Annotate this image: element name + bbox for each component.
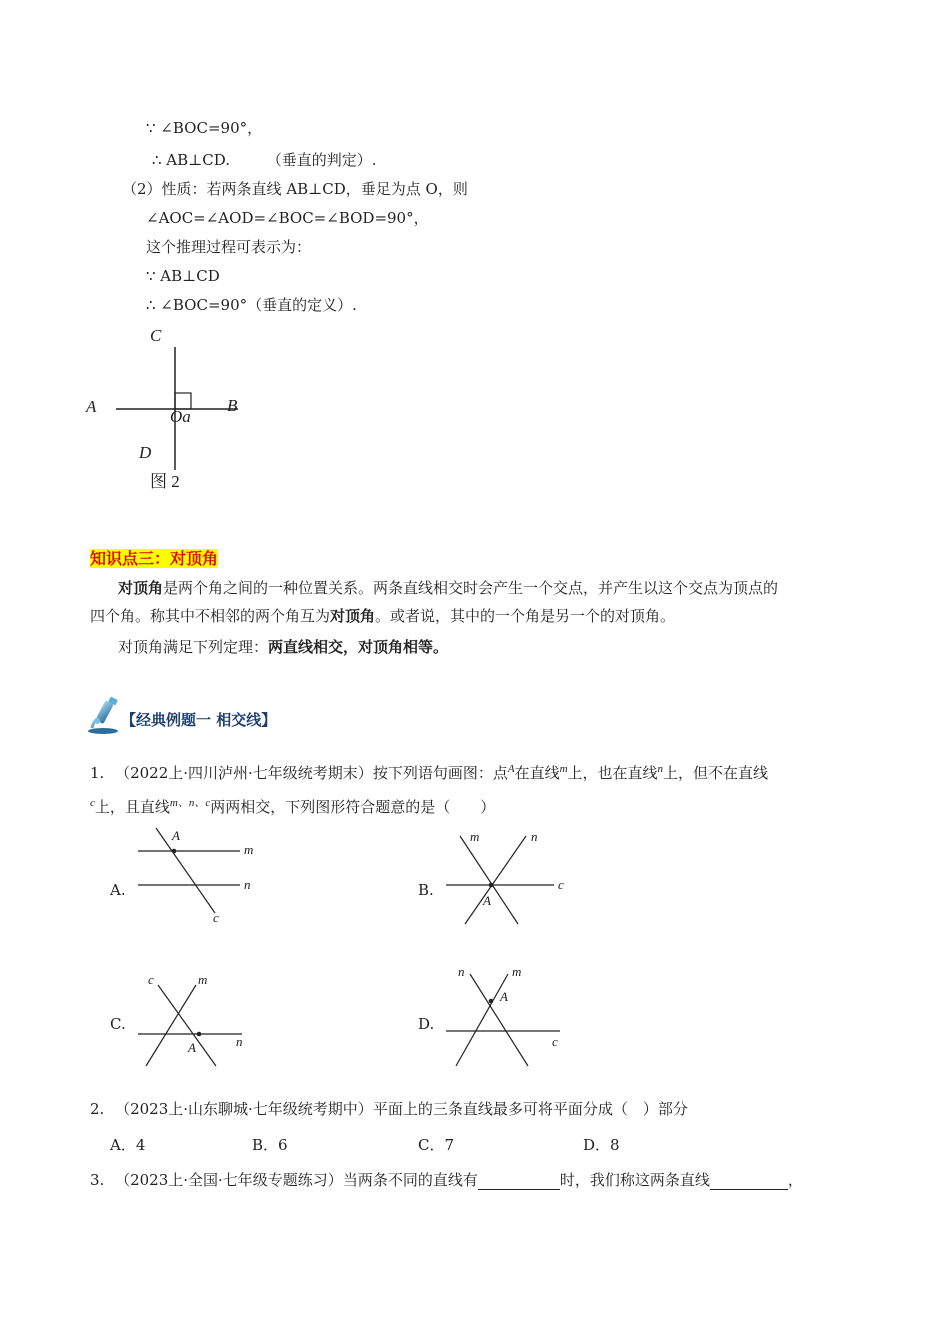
opt-d-line-m — [456, 974, 508, 1066]
q1-text-d: 上，但不在直线 — [663, 764, 769, 782]
q1-text-b: 在直线 — [514, 764, 560, 782]
opt-b-label-a: A — [483, 893, 491, 908]
q1-text-e: 上，且直线 — [94, 798, 170, 816]
q2-num: 2. — [90, 1100, 105, 1118]
opt-d-label-c: c — [552, 1034, 558, 1049]
fig2-label-o: Oa — [170, 407, 191, 426]
proof-line-2-reason: （垂直的判定）. — [266, 151, 377, 169]
q1-text-a: 按下列语句画图：点 — [372, 764, 508, 782]
q3-blank-2[interactable] — [710, 1173, 788, 1190]
q1-var-a: A — [507, 763, 515, 775]
fig2-label-a: A — [86, 397, 97, 416]
q1-var-c: c — [90, 797, 95, 809]
opt-c-label-a: A — [188, 1040, 196, 1055]
q1-option-a-label[interactable]: A. — [110, 881, 126, 899]
opt-b-label-c: c — [558, 877, 564, 892]
q3-text-c: ， — [787, 1171, 803, 1189]
term-duidingjiao-2: 对顶角 — [330, 607, 376, 625]
q2-text: 平面上的三条直线最多可将平面分成（ ）部分 — [372, 1100, 688, 1118]
opt-d-line-n — [470, 974, 528, 1066]
opt-a-label-a: A — [172, 828, 180, 843]
property-line-5: ∴ ∠BOC=90°（垂直的定义）. — [146, 296, 357, 314]
q2-choice-c[interactable]: C．7 — [418, 1136, 455, 1154]
fig2-caption: 图 2 — [150, 472, 180, 491]
opt-b-label-m: m — [470, 829, 480, 844]
q1-option-c-label[interactable]: C. — [110, 1015, 126, 1033]
section-3-theorem: 两直线相交，对顶角相等。 — [268, 638, 449, 656]
opt-d-label-m: m — [512, 964, 522, 979]
q1-num: 1. — [90, 764, 105, 782]
opt-c-label-c: c — [148, 972, 154, 987]
q3-line — [90, 1170, 803, 1190]
opt-d-point-a — [489, 999, 494, 1004]
opt-b-label-n: n — [531, 829, 538, 844]
opt-a-label-n: n — [244, 877, 251, 892]
opt-a-label-m: m — [244, 842, 254, 857]
q1-vars-mnc: m、n、c — [169, 797, 211, 809]
q2-choice-a[interactable]: A．4 — [110, 1136, 146, 1154]
q3-text-a: 当两条不同的直线有 — [342, 1171, 478, 1189]
section-3-title-text: 知识点三：对顶角 — [90, 549, 219, 568]
section-3-p1-c: 。或者说，其中的一个角是另一个的对顶角。 — [375, 607, 676, 625]
example-title: 【经典例题一 相交线】 — [121, 711, 277, 729]
section-3-p1-b: 四个角。称其中不相邻的两个角互为 — [90, 607, 331, 625]
q3-num: 3. — [90, 1171, 105, 1189]
section-3-p2-a: 对顶角满足下列定理： — [118, 638, 269, 656]
fig2-label-d: D — [139, 443, 152, 462]
q3-source: （2023上·全国·七年级专题练习） — [115, 1171, 343, 1189]
opt-d-label-a: A — [500, 989, 508, 1004]
proof-line-1: ∵ ∠BOC=90°， — [146, 119, 263, 137]
q2-choice-d[interactable]: D．8 — [583, 1136, 620, 1154]
q3-text-b: 时，我们称这两条直线 — [559, 1171, 710, 1189]
q1-text-c: 上，也在直线 — [567, 764, 658, 782]
q2-source: （2023上·山东聊城·七年级统考期中） — [115, 1100, 373, 1118]
proof-line-2-math: ∴ AB⊥CD. — [152, 151, 231, 169]
property-line-2: ∠AOC=∠AOD=∠BOC=∠BOD=90°， — [146, 209, 429, 227]
opt-c-label-m: m — [198, 972, 208, 987]
q1-var-n: n — [657, 763, 664, 775]
opt-a-label-c: c — [213, 910, 219, 925]
q2-choice-b[interactable]: B．6 — [252, 1136, 288, 1154]
q1-option-b-label[interactable]: B. — [418, 881, 434, 899]
property-line-4: ∵ AB⊥CD — [146, 267, 220, 285]
section-3-p1-a: 是两个角之间的一种位置关系。两条直线相交时会产生一个交点，并产生以这个交点为顶点的 — [163, 579, 779, 597]
q3-blank-1[interactable] — [478, 1173, 560, 1190]
opt-d-label-n: n — [458, 964, 465, 979]
q2-line — [90, 1099, 688, 1119]
q1-var-m: m — [559, 763, 568, 775]
opt-c-label-n: n — [236, 1034, 243, 1049]
property-line-1: （2）性质：若两条直线 AB⊥CD，垂足为点 O，则 — [122, 180, 468, 198]
q1-option-d-label[interactable]: D. — [418, 1015, 435, 1033]
term-duidingjiao: 对顶角 — [118, 579, 164, 597]
q1-source: （2022上·四川泸州·七年级统考期末） — [115, 764, 373, 782]
property-line-3: 这个推理过程可表示为： — [146, 238, 312, 256]
fig2-label-b: B — [227, 396, 238, 415]
fig2-label-c: C — [150, 326, 162, 345]
q1-text-f: 两两相交，下列图形符合题意的是（ ） — [210, 798, 496, 816]
